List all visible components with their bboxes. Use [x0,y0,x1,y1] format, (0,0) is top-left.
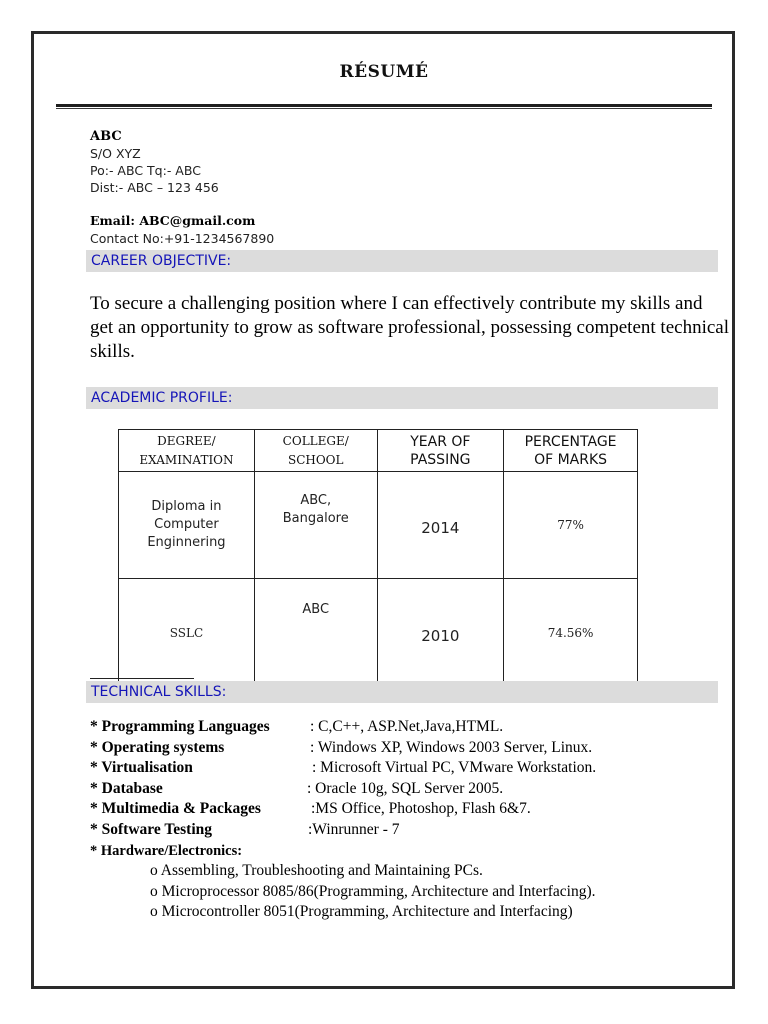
header-college-line-2: SCHOOL [287,452,344,467]
header-percentage-line-1: PERCENTAGE [524,433,617,450]
header-year-line-2: PASSING [410,451,471,468]
cell-degree-line: Computer [154,517,219,532]
contact-number: Contact No:+91-1234567890 [90,231,275,246]
cell-year: 2010 [377,579,504,688]
divider [90,678,194,679]
skill-label: * Database [90,779,163,797]
academic-table [118,429,638,688]
skill-value: :Winrunner - 7 [308,820,400,838]
skill-value: : Oracle 10g, SQL Server 2005. [307,779,504,797]
address-line-1: S/O XYZ [90,146,141,161]
list-item: o Microprocessor 8085/86(Programming, Architecture and Interfacing). [150,882,596,900]
skill-row [90,758,730,779]
title-rule-thick [56,104,712,107]
academic-table-header [119,430,638,472]
header-year [377,430,504,472]
cell-degree [119,579,255,688]
section-heading-academic-profile: ACADEMIC PROFILE: [86,387,718,409]
header-college [254,430,377,472]
cell-percentage: 74.56% [504,579,638,688]
skill-label: * Virtualisation [90,759,193,777]
skill-value: : Windows XP, Windows 2003 Server, Linux. [310,738,593,756]
career-objective-text: To secure a challenging position where I can effectively contribute my skills and get an opportunity to grow as software professional, possessing competent technical skills. [90,293,729,362]
document-title: RÉSUMÉ [339,62,429,82]
skill-row [90,717,730,738]
header-degree-line-1: DEGREE/ [157,433,216,448]
hardware-heading [90,841,730,862]
list-item: o Assembling, Troubleshooting and Maintaining PCs. [150,862,483,880]
header-year-line-1: YEAR OF [410,433,471,450]
section-heading-technical-skills: TECHNICAL SKILLS: [86,681,718,703]
list-item: o Microcontroller 8051(Programming, Architecture and Interfacing) [150,903,573,921]
hardware-label: * Hardware/Electronics: [90,842,243,859]
candidate-name: ABC [90,129,122,144]
header-degree [119,430,255,472]
table-row [119,472,638,579]
section-heading-career-objective: CAREER OBJECTIVE: [86,250,718,272]
skill-row [90,738,730,759]
cell-degree [119,472,255,579]
skill-label: * Programming Languages [90,718,270,735]
header-college-line-1: COLLEGE/ [282,433,349,448]
cell-degree-line: SSLC [169,626,204,640]
cell-year: 2014 [377,472,504,579]
skill-label: * Multimedia & Packages [90,800,261,818]
cell-percentage: 77% [504,472,638,579]
address-line-3: Dist:- ABC – 123 456 [90,180,219,195]
cell-school-line: ABC, [300,493,332,508]
skill-row [90,799,730,820]
header-degree-line-2: EXAMINATION [139,452,234,467]
cell-school [254,579,377,688]
header-percentage-line-2: OF MARKS [534,451,608,468]
skills-list [90,717,730,923]
cell-degree-line: Diploma in [151,499,222,514]
cell-degree-line: Enginnering [147,535,226,550]
skill-label: * Operating systems [90,738,225,756]
skill-row [90,779,730,800]
title-rule-thin [56,108,712,109]
skill-label: * Software Testing [90,820,213,838]
cell-school-line: Bangalore [282,511,349,526]
cell-school [254,472,377,579]
skill-row [90,820,730,841]
email: Email: ABC@gmail.com [90,213,256,228]
skill-value: : Microsoft Virtual PC, VMware Workstation. [312,759,597,777]
address-line-2: Po:- ABC Tq:- ABC [90,163,201,178]
header-percentage [504,430,638,472]
table-row [119,579,638,688]
skill-value: : C,C++, ASP.Net,Java,HTML. [310,718,504,735]
cell-school-line: ABC [302,602,330,617]
skill-value: :MS Office, Photoshop, Flash 6&7. [311,800,531,818]
